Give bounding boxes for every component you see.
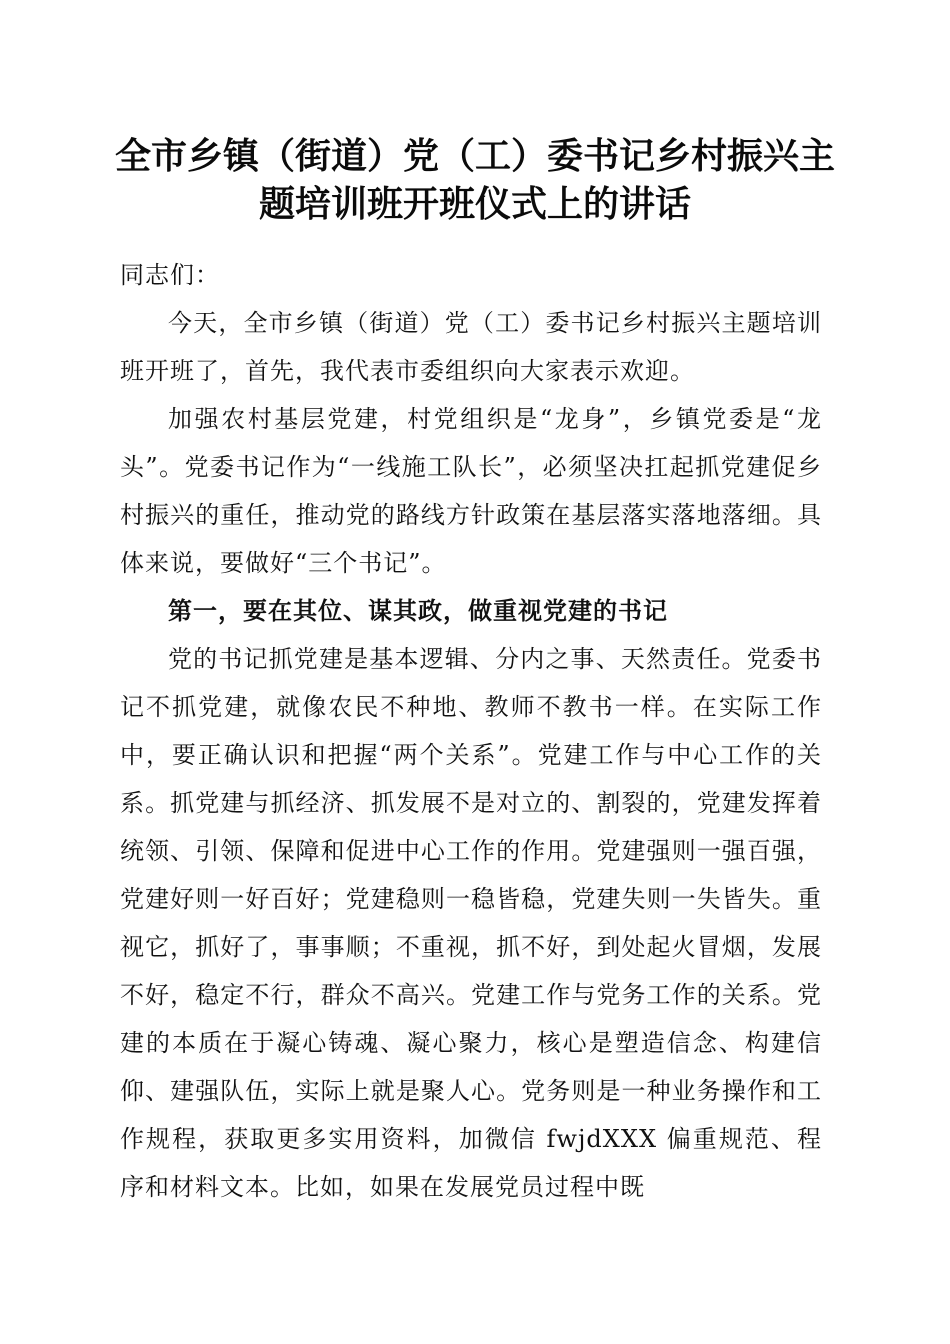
section-heading: 第一，要在其位、谋其政，做重视党建的书记 (168, 596, 668, 625)
document-body (120, 251, 822, 1211)
title-line-1: 全市乡镇（街道）党（工）委书记乡村振兴主 (114, 135, 835, 177)
paragraph-intro: 加强农村基层党建，村党组织是“龙身”，乡镇党委是“龙头”。党委书记作为“一线施工队长”，必须坚决扛起抓党建促乡村振兴的重任，推动党的路线方针政策在基层落实落地落细。具体来说，要做好“三个书记”。 (120, 405, 822, 577)
salutation: 同志们： (120, 261, 220, 289)
paragraph-section-one: 党的书记抓党建是基本逻辑、分内之事、天然责任。党委书记不抓党建，就像农民不种地、教师不教书一样。在实际工作中，要正确认识和把握“两个关系”。党建工作与中心工作的关系。抓党建与抓经济、抓发展不是对立的、割裂的，党建发挥着统领、引领、保障和促进中心工作的作用。党建强则一强百强，党建好则一好百好；党建稳则一稳皆稳，党建失则一失皆失。重视它，抓好了，事事顺；不重视，抓不好，到处起火冒烟，发展不好，稳定不行，群众不高兴。党建工作与党务工作的关系。党建的本质在于凝心铸魂、凝心聚力，核心是塑造信念、构建信仰、建强队伍，实际上就是聚人心。党务则是一种业务操作和工作规程，获取更多实用资料，加微信 fwjdXXX 偏重规范、程序和材料文本。比如，如果在发展党员过程中既 (120, 645, 822, 1201)
title-line-2: 题培训班开班仪式上的讲话 (258, 183, 691, 225)
document-title (110, 132, 840, 228)
paragraph-welcome: 今天，全市乡镇（街道）党（工）委书记乡村振兴主题培训班开班了，首先，我代表市委组织向大家表示欢迎。 (120, 309, 822, 385)
